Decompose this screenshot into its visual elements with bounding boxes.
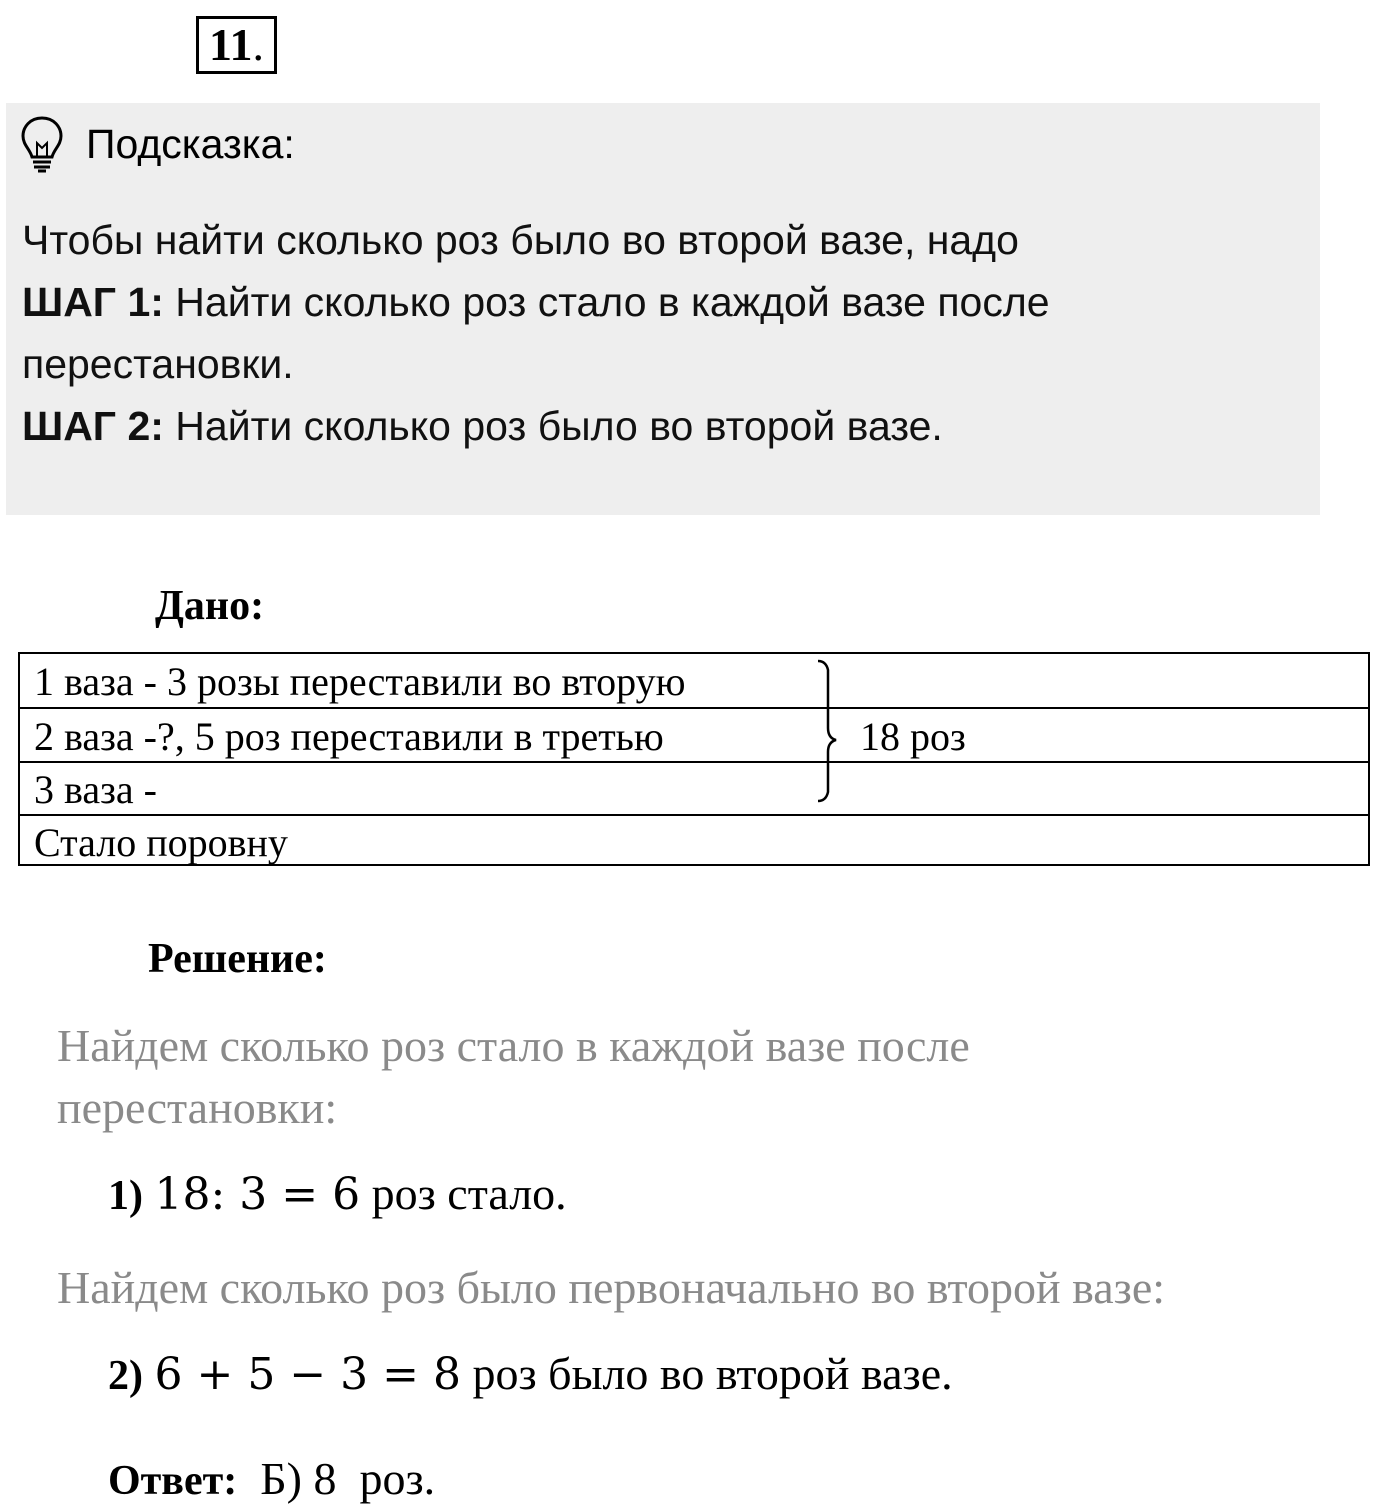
task-number [196, 16, 277, 74]
hint-step2-text: Найти сколько роз было во второй вазе. [163, 403, 943, 449]
task-number-box [196, 16, 277, 74]
solution-explain-1-line-1: Найдем сколько роз стало в каждой вазе после [57, 1020, 970, 1071]
task-number-value: 11 [209, 19, 253, 70]
solution-step-1 [108, 1163, 567, 1227]
lightbulb-icon [20, 115, 64, 173]
hint-step1-text: Найти сколько роз стало в каждой вазе после [163, 279, 1050, 325]
given-heading: Дано: [155, 583, 265, 629]
hint-step2 [22, 395, 943, 457]
given-row-3: 3 ваза - [34, 767, 157, 812]
solution-heading: Решение: [148, 936, 327, 982]
hint-intro: Чтобы найти сколько роз было во второй вазе, надо [22, 217, 1019, 263]
hint-step1-label: ШАГ 1: [22, 279, 164, 325]
given-table [18, 652, 1370, 866]
step-1-expression: 18: 3 = 6 [154, 1169, 361, 1220]
brace-icon [816, 658, 840, 808]
answer [108, 1448, 435, 1512]
answer-value: Б) 8 роз. [237, 1453, 436, 1504]
given-row-2: 2 ваза -?, 5 роз переставили в третью [34, 714, 664, 759]
given-row-1: 1 ваза - 3 розы переставили во вторую [34, 659, 686, 704]
hint-step1-continuation: перестановки. [22, 341, 294, 387]
total-roses-label: 18 роз [860, 714, 966, 759]
step-1-number: 1) [108, 1173, 143, 1219]
hint-title-text: Подсказка: [86, 120, 295, 167]
step-1-text: роз стало. [360, 1168, 567, 1219]
hint-step1 [22, 271, 1050, 333]
solution-explain-1-line-2: перестановки: [57, 1082, 338, 1133]
step-2-expression: 6 + 5 − 3 = 8 [154, 1349, 461, 1400]
step-2-text: роз было во второй вазе. [461, 1348, 953, 1399]
hint-step2-label: ШАГ 2: [22, 403, 164, 449]
table-divider [20, 814, 1368, 816]
given-row-4: Стало поровну [34, 820, 288, 865]
hint-title [20, 112, 295, 176]
solution-step-2 [108, 1343, 953, 1407]
answer-label: Ответ: [108, 1458, 238, 1504]
step-2-number: 2) [108, 1353, 143, 1399]
task-number-dot: . [252, 19, 264, 70]
solution-explain-2: Найдем сколько роз было первоначально во второй вазе: [57, 1262, 1166, 1313]
